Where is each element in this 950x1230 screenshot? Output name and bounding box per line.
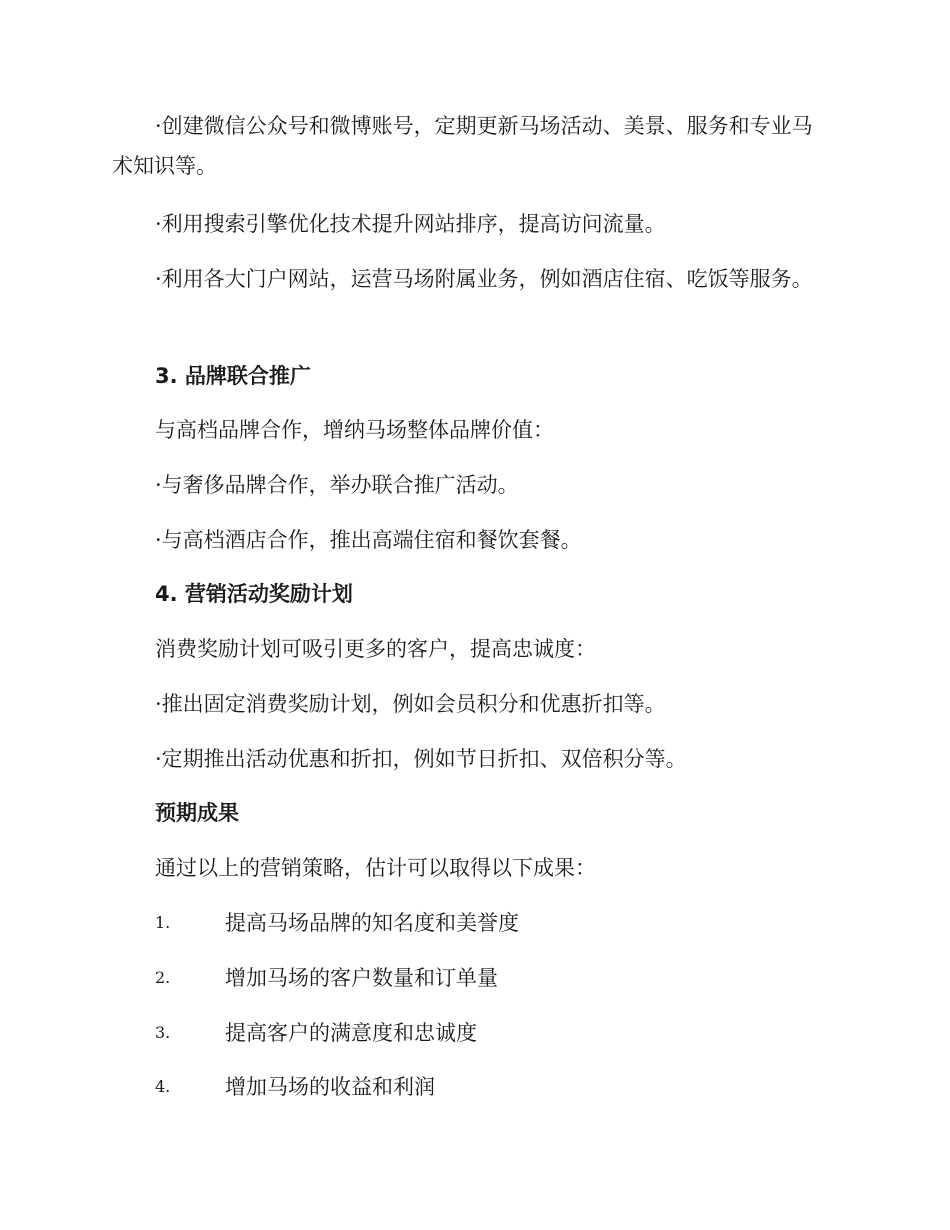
bullet-paragraph-membership: ·推出固定消费奖励计划，例如会员积分和优惠折扣等。 [155,692,666,716]
bullet-paragraph-portals: ·利用各大门户网站，运营马场附属业务，例如酒店住宿、吃饭等服务。 [155,267,813,291]
list-text: 提高客户的满意度和忠诚度 [225,1021,477,1045]
list-text: 增加马场的收益和利润 [225,1075,435,1099]
list-item [155,903,755,943]
list-text: 增加马场的客户数量和订单量 [225,966,498,990]
list-number: 4. [155,1077,171,1096]
section-heading-expected-results: 预期成果 [155,801,239,825]
list-number: 2. [155,968,171,987]
bullet-paragraph-discounts: ·定期推出活动优惠和折扣，例如节日折扣、双倍积分等。 [155,747,687,771]
section-heading-rewards: 4. 营销活动奖励计划 [155,582,353,606]
bullet-paragraph-seo: ·利用搜索引擎优化技术提升网站排序，提高访问流量。 [155,212,666,236]
bullet-paragraph-hotel: ·与高档酒店合作，推出高端住宿和餐饮套餐。 [155,528,582,552]
paragraph-brand-intro: 与高档品牌合作，增纳马场整体品牌价值： [155,418,554,442]
list-number: 1. [155,913,171,932]
paragraph-rewards-intro: 消费奖励计划可吸引更多的客户，提高忠诚度： [155,637,596,661]
list-item [155,1013,755,1053]
bullet-paragraph-luxury: ·与奢侈品牌合作，举办联合推广活动。 [155,473,519,497]
section-heading-brand-promotion: 3. 品牌联合推广 [155,364,311,388]
bullet-paragraph-wechat: ·创建微信公众号和微博账号，定期更新马场活动、美景、服务和专业马术知识等。 [112,114,813,178]
list-item [155,958,755,998]
list-number: 3. [155,1023,171,1042]
paragraph-results-intro: 通过以上的营销策略，估计可以取得以下成果： [155,856,596,880]
list-text: 提高马场品牌的知名度和美誉度 [225,911,519,935]
list-item [155,1067,755,1107]
